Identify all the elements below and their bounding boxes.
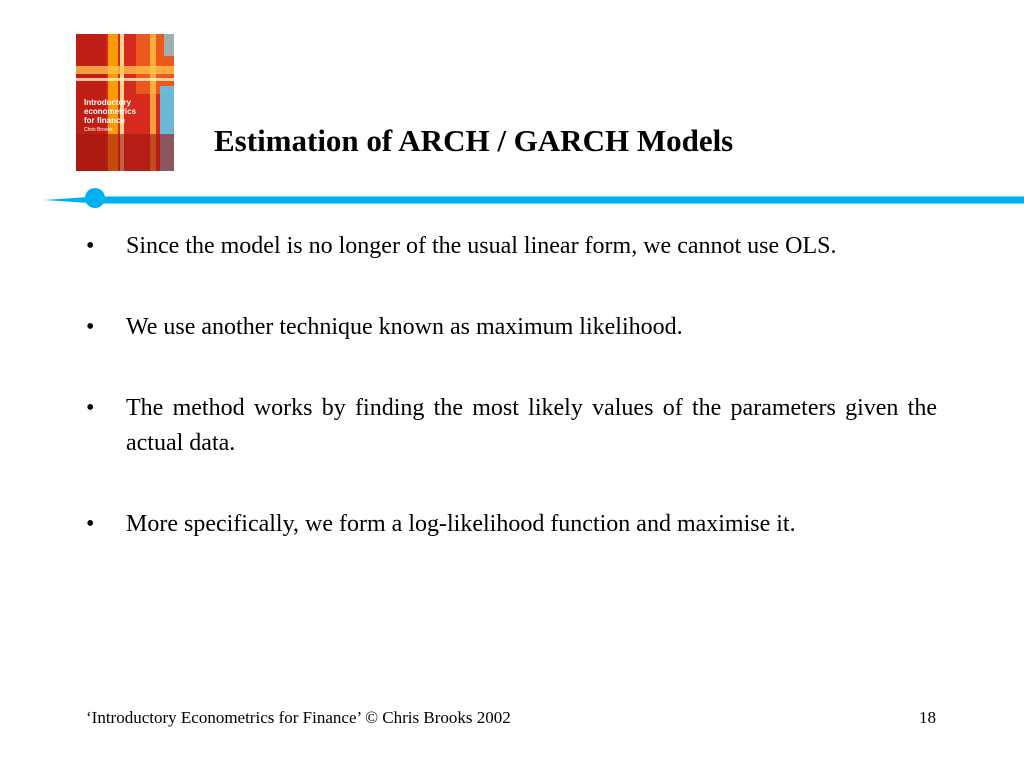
bullet-marker: • [86,314,95,340]
bullet-item [86,310,937,345]
page-number: 18 [919,708,936,727]
bullet-text: Since the model is no longer of the usual linear form, we cannot use OLS. [126,233,837,259]
bullet-marker: • [86,233,95,259]
divider-dot [85,188,105,208]
book-cover-image [76,34,174,171]
slide-title: Estimation of ARCH / GARCH Models [214,123,734,158]
bullet-list [86,229,937,542]
footer-copyright: ‘Introductory Econometrics for Finance’ © Chris Brooks 2002 [86,708,511,727]
title-divider-line [0,184,1024,214]
bullet-text: We use another technique known as maximum likelihood. [126,314,683,340]
bullet-marker: • [86,511,95,537]
bullet-text: The method works by finding the most likely values of the parameters given the actual data. [126,395,937,456]
book-cover-author: Chris Brooks [84,127,113,133]
divider-bar [44,197,1024,204]
bullet-item [86,229,937,264]
bullet-item [86,391,937,461]
book-cover-title: Introductory econometrics for finance [84,98,137,125]
bullet-marker: • [86,395,95,421]
bullet-item [86,507,937,542]
bullet-text: More specifically, we form a log-likelihood function and maximise it. [126,511,796,537]
